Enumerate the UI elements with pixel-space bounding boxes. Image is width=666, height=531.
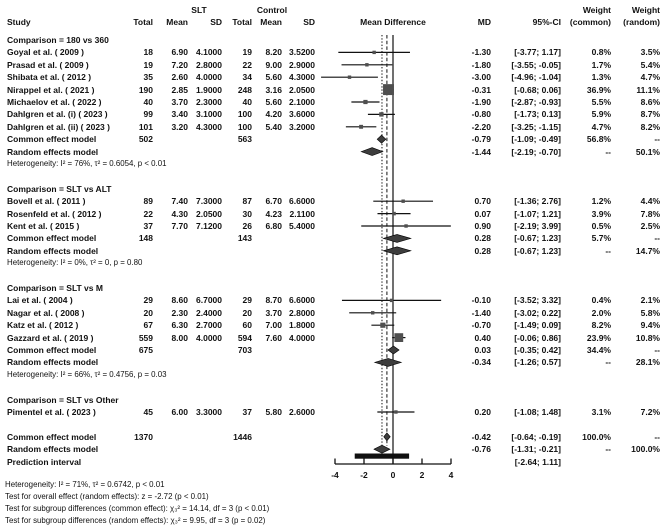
header-total-slt: Total [133, 17, 153, 27]
study-mean-slt: 8.60 [171, 295, 188, 306]
study-ci: [-0.06; 0.86] [514, 332, 561, 343]
subgroup-random-effects-model-label: Random effects model [7, 245, 99, 256]
study-mean-control: 3.16 [265, 84, 282, 95]
footnote: Heterogeneity: I² = 71%, τ² = 0.6742, p < 0.01 [5, 479, 165, 489]
study-sd-control: 2.8000 [289, 307, 315, 318]
study-total-control: 37 [242, 407, 252, 417]
study-sd-slt: 2.7000 [196, 320, 222, 331]
study-weight-random: 8.2% [640, 121, 660, 132]
study-mean-control: 5.80 [265, 407, 282, 417]
study-ci: [-3.52; 3.32] [514, 295, 561, 306]
study-sd-control: 2.1100 [289, 208, 315, 219]
study-mean-slt: 3.70 [171, 97, 188, 107]
study-total-slt: 45 [143, 407, 153, 417]
subgroup-common-effect-model-ci: [-0.35; 0.42] [514, 345, 561, 355]
study-sd-control: 3.6000 [289, 109, 315, 120]
subgroup-common-effect-model-weight-common: 5.7% [591, 233, 611, 244]
study-name: Kent et al. ( 2015 ) [7, 221, 80, 231]
axis-tick-label: -4 [331, 470, 339, 480]
study-weight-random: 3.5% [640, 47, 660, 58]
study-md: 0.70 [474, 196, 491, 207]
study-total-control: 19 [242, 47, 252, 58]
study-weight-random: 10.8% [635, 332, 660, 343]
study-name: Bovell et al. ( 2011 ) [7, 196, 86, 207]
study-ci: [-2.87; -0.93] [511, 97, 561, 107]
study-total-control: 20 [242, 307, 252, 318]
study-md: -0.10 [471, 295, 491, 306]
overall-common-effect-model-total-slt: 1370 [134, 431, 153, 442]
study-name: Pimentel et al. ( 2023 ) [7, 407, 96, 417]
study-weight-common: 36.9% [586, 84, 611, 95]
subgroup-common-effect-model-total-control: 563 [237, 134, 252, 145]
study-sd-control: 2.1000 [289, 97, 315, 107]
subgroup-random-effects-model-label: Random effects model [7, 146, 99, 157]
subgroup-random-effects-model-label: Random effects model [7, 357, 99, 368]
prediction-interval-label: Prediction interval [7, 456, 82, 467]
subgroup-common-effect-model-weight-random: -- [654, 233, 660, 244]
subgroup-random-effects-model-diamond [375, 358, 402, 366]
group-label: Comparison = SLT vs M [7, 283, 103, 293]
effect-square [348, 76, 351, 79]
study-sd-slt: 4.0000 [196, 332, 222, 343]
study-name: Katz et al. ( 2012 ) [7, 320, 79, 331]
study-md: -0.31 [471, 84, 491, 95]
subgroup-random-effects-model-diamond [361, 148, 383, 156]
study-total-control: 22 [242, 59, 252, 70]
study-weight-common: 23.9% [586, 332, 611, 343]
study-ci: [-0.68; 0.06] [514, 84, 561, 95]
overall-random-effects-model-ci: [-1.31; -0.21] [511, 444, 561, 455]
study-sd-slt: 7.3000 [196, 196, 222, 207]
study-mean-control: 4.23 [265, 208, 282, 219]
subgroup-common-effect-model-diamond [377, 135, 386, 143]
study-total-control: 30 [242, 208, 252, 219]
study-name: Gazzard et al. ( 2019 ) [7, 332, 94, 343]
study-mean-control: 3.70 [265, 307, 282, 318]
study-weight-random: 4.4% [640, 196, 660, 207]
header-weight-random-sub: (random) [623, 17, 660, 27]
subgroup-random-effects-model-ci: [-2.19; -0.70] [511, 146, 561, 157]
study-mean-slt: 6.30 [171, 320, 188, 331]
subgroup-random-effects-model-weight-random: 50.1% [635, 146, 660, 157]
subgroup-common-effect-model-diamond [388, 346, 399, 354]
study-weight-random: 8.7% [640, 109, 660, 120]
study-sd-control: 2.9000 [289, 59, 315, 70]
study-weight-random: 7.2% [640, 407, 660, 417]
study-total-slt: 35 [143, 72, 153, 83]
group-label: Comparison = 180 vs 360 [7, 35, 109, 45]
study-sd-control: 6.6000 [289, 196, 315, 207]
effect-square [383, 84, 394, 95]
effect-square [365, 63, 368, 66]
study-ci: [-1.49; 0.09] [514, 320, 561, 331]
study-name: Nirappel et al. ( 2021 ) [7, 84, 95, 95]
overall-common-effect-model-weight-common: 100.0% [582, 431, 611, 442]
study-weight-common: 1.7% [591, 59, 611, 70]
study-total-control: 40 [242, 97, 252, 107]
study-weight-common: 5.9% [591, 109, 611, 120]
study-md: 0.40 [474, 332, 491, 343]
study-name: Prasad et al. ( 2009 ) [7, 59, 89, 70]
study-md: -3.00 [471, 72, 491, 83]
subgroup-common-effect-model-ci: [-0.67; 1.23] [514, 233, 561, 244]
study-total-slt: 67 [143, 320, 153, 331]
study-weight-common: 1.2% [591, 196, 611, 207]
overall-random-effects-model-diamond [374, 445, 390, 453]
subgroup-common-effect-model-label: Common effect model [7, 134, 97, 145]
study-ci: [-3.77; 1.17] [514, 47, 561, 58]
study-mean-control: 7.00 [265, 320, 282, 331]
study-sd-slt: 2.0500 [196, 208, 222, 219]
study-total-slt: 22 [143, 208, 153, 219]
study-md: -1.40 [471, 307, 491, 318]
study-sd-slt: 6.7000 [196, 295, 222, 306]
header-weight-common-sub: (common) [569, 17, 611, 27]
study-weight-random: 2.5% [640, 221, 660, 231]
study-md: -0.80 [471, 109, 491, 120]
study-ci: [-1.07; 1.21] [514, 208, 561, 219]
study-weight-random: 2.1% [640, 295, 660, 306]
subgroup-common-effect-model-total-control: 703 [237, 345, 252, 355]
subgroup-random-effects-model-md: 0.28 [474, 245, 491, 256]
subgroup-common-effect-model-md: 0.03 [474, 345, 491, 355]
axis-tick-label: 2 [419, 470, 425, 480]
study-mean-slt: 3.20 [171, 121, 188, 132]
axis-tick-label: -2 [360, 470, 368, 480]
study-sd-control: 2.6000 [289, 407, 315, 417]
study-sd-control: 4.0000 [289, 332, 315, 343]
subgroup-common-effect-model-label: Common effect model [7, 345, 97, 355]
header-mean-control: Mean [260, 17, 282, 27]
effect-square [404, 224, 407, 227]
axis-tick-label: 0 [390, 470, 396, 480]
study-sd-control: 3.5200 [289, 47, 315, 58]
overall-common-effect-model-label: Common effect model [7, 431, 97, 442]
study-ci: [-1.36; 2.76] [514, 196, 561, 207]
study-mean-control: 4.20 [265, 109, 282, 120]
study-md: -1.30 [471, 47, 491, 58]
subgroup-common-effect-model-total-slt: 148 [138, 233, 153, 244]
subgroup-random-effects-model-weight-common: -- [605, 245, 611, 256]
effect-square [363, 100, 367, 104]
group-label: Comparison = SLT vs ALT [7, 183, 112, 194]
axis-tick-label: 4 [448, 470, 454, 480]
study-total-control: 34 [242, 72, 252, 83]
study-total-slt: 29 [143, 295, 153, 306]
study-mean-slt: 2.85 [171, 84, 188, 95]
subgroup-random-effects-model-ci: [-1.26; 0.57] [514, 357, 561, 368]
study-weight-random: 9.4% [640, 320, 660, 331]
study-mean-slt: 6.00 [171, 407, 188, 417]
overall-common-effect-model-total-control: 1446 [233, 431, 252, 442]
study-sd-slt: 2.3000 [196, 97, 222, 107]
study-total-control: 100 [237, 109, 252, 120]
overall-random-effects-model-weight-common: -- [605, 444, 611, 455]
study-mean-slt: 2.60 [171, 72, 188, 83]
study-sd-control: 1.8000 [289, 320, 315, 331]
study-name: Lai et al. ( 2004 ) [7, 295, 73, 306]
prediction-interval-ci: [-2.64; 1.11] [514, 456, 561, 467]
study-mean-slt: 2.30 [171, 307, 188, 318]
footnote: Test for overall effect (random effects): z = -2.72 (p < 0.01) [5, 491, 209, 501]
study-total-control: 594 [237, 332, 252, 343]
study-sd-slt: 2.8000 [196, 59, 222, 70]
study-md: -1.90 [471, 97, 491, 107]
study-name: Goyal et al. ( 2009 ) [7, 47, 85, 58]
study-weight-common: 0.8% [591, 47, 611, 58]
subgroup-random-effects-model-weight-random: 14.7% [635, 245, 660, 256]
study-weight-common: 0.4% [591, 295, 611, 306]
study-total-control: 87 [242, 196, 252, 207]
study-ci: [-1.08; 1.48] [514, 407, 561, 417]
study-sd-slt: 4.0000 [196, 72, 222, 83]
study-total-control: 248 [237, 84, 252, 95]
subgroup-random-effects-model-md: -0.34 [471, 357, 491, 368]
subgroup-common-effect-model-md: -0.79 [471, 134, 491, 145]
header-slt-group: SLT [191, 5, 207, 15]
study-weight-common: 2.0% [591, 307, 611, 318]
study-md: -0.70 [471, 320, 491, 331]
study-md: -1.80 [471, 59, 491, 70]
study-md: -2.20 [471, 121, 491, 132]
effect-square [394, 333, 403, 342]
effect-square [380, 323, 385, 328]
study-name: Michaelov et al. ( 2022 ) [7, 97, 102, 107]
study-weight-common: 1.3% [591, 72, 611, 83]
study-weight-common: 3.9% [591, 208, 611, 219]
header-study: Study [7, 17, 31, 27]
effect-square [359, 125, 363, 129]
effect-square [379, 112, 383, 116]
effect-square [401, 200, 404, 203]
study-total-control: 60 [242, 320, 252, 331]
subgroup-common-effect-model-weight-random: -- [654, 345, 660, 355]
study-name: Dahlgren et al. (i) ( 2023 ) [7, 109, 108, 120]
header-mean-difference: Mean Difference [360, 17, 426, 27]
study-mean-slt: 7.70 [171, 221, 188, 231]
study-weight-random: 11.1% [636, 84, 660, 95]
subgroup-random-effects-model-weight-common: -- [605, 357, 611, 368]
study-mean-control: 8.70 [265, 295, 282, 306]
study-name: Shibata et al. ( 2012 ) [7, 72, 92, 83]
effect-square [392, 212, 396, 216]
study-sd-slt: 3.3000 [196, 407, 222, 417]
study-mean-control: 5.60 [265, 97, 282, 107]
header-md: MD [477, 17, 491, 27]
overall-random-effects-model-label: Random effects model [7, 444, 99, 455]
heterogeneity-note: Heterogeneity: I² = 66%, τ² = 0.4756, p = 0.03 [7, 369, 167, 379]
header-total-control: Total [232, 17, 252, 27]
subgroup-random-effects-model-weight-common: -- [605, 146, 611, 157]
header-weight-common: Weight [582, 5, 611, 15]
study-sd-slt: 7.1200 [196, 221, 222, 231]
study-total-slt: 40 [143, 97, 153, 107]
study-mean-slt: 4.30 [171, 208, 188, 219]
footnote: Test for subgroup differences (random effects): χ₃² = 9.95, df = 3 (p = 0.02) [5, 516, 266, 526]
study-weight-random: 5.8% [640, 307, 660, 318]
subgroup-random-effects-model-md: -1.44 [471, 146, 491, 157]
study-ci: [-2.19; 3.99] [514, 221, 561, 231]
study-total-control: 29 [242, 295, 252, 306]
overall-common-effect-model-md: -0.42 [471, 431, 491, 442]
study-ci: [-1.73; 0.13] [514, 109, 561, 120]
study-total-slt: 99 [143, 109, 153, 120]
study-mean-control: 7.60 [265, 332, 282, 343]
overall-random-effects-model-md: -0.76 [471, 444, 491, 455]
effect-square [372, 51, 375, 54]
subgroup-common-effect-model-label: Common effect model [7, 233, 97, 244]
study-name: Rosenfeld et al. ( 2012 ) [7, 208, 102, 219]
subgroup-common-effect-model-diamond [383, 234, 411, 242]
study-md: 0.20 [474, 407, 491, 417]
study-mean-slt: 3.40 [171, 109, 188, 120]
subgroup-common-effect-model-total-control: 143 [237, 233, 252, 244]
study-total-slt: 37 [143, 221, 153, 231]
study-weight-random: 4.7% [640, 72, 660, 83]
study-name: Dahlgren et al. (ii) ( 2023 ) [7, 121, 110, 132]
study-sd-control: 5.4000 [289, 221, 315, 231]
study-sd-slt: 4.3000 [196, 121, 222, 132]
study-total-slt: 101 [138, 121, 153, 132]
subgroup-random-effects-model-diamond [383, 247, 411, 255]
study-mean-control: 5.40 [265, 121, 282, 132]
study-sd-control: 6.6000 [289, 295, 315, 306]
header-sd-slt: SD [210, 17, 222, 27]
study-sd-slt: 4.1000 [196, 47, 222, 58]
study-weight-common: 3.1% [591, 407, 611, 417]
overall-common-effect-model-ci: [-0.64; -0.19] [511, 431, 561, 442]
study-name: Nagar et al. ( 2008 ) [7, 307, 85, 318]
study-mean-control: 8.20 [265, 47, 282, 58]
study-total-control: 26 [242, 221, 252, 231]
overall-random-effects-model-weight-random: 100.0% [631, 444, 660, 455]
study-total-slt: 18 [143, 47, 153, 58]
subgroup-common-effect-model-total-slt: 502 [138, 134, 153, 145]
study-weight-random: 8.6% [640, 97, 660, 107]
subgroup-random-effects-model-weight-random: 28.1% [635, 357, 660, 368]
study-total-control: 100 [237, 121, 252, 132]
study-sd-control: 4.3000 [289, 72, 315, 83]
study-weight-random: 5.4% [640, 59, 660, 70]
study-mean-slt: 8.00 [171, 332, 188, 343]
study-weight-common: 4.7% [591, 121, 611, 132]
study-ci: [-3.55; -0.05] [511, 59, 561, 70]
effect-square [371, 311, 374, 314]
study-md: 0.90 [474, 221, 491, 231]
study-ci: [-4.96; -1.04] [511, 72, 561, 83]
study-total-slt: 190 [138, 84, 153, 95]
study-total-slt: 559 [138, 332, 153, 343]
study-total-slt: 19 [143, 59, 153, 70]
study-sd-slt: 3.1000 [196, 109, 222, 120]
heterogeneity-note: Heterogeneity: I² = 0%, τ² = 0, p = 0.80 [7, 258, 143, 268]
study-mean-slt: 7.40 [171, 196, 188, 207]
effect-square [390, 299, 393, 302]
study-mean-slt: 6.90 [171, 47, 188, 58]
study-weight-common: 8.2% [591, 320, 611, 331]
study-weight-common: 0.5% [591, 221, 611, 231]
study-total-slt: 20 [143, 307, 153, 318]
study-sd-slt: 2.4000 [196, 307, 222, 318]
study-ci: [-3.02; 0.22] [514, 307, 561, 318]
study-md: 0.07 [474, 208, 491, 219]
overall-common-effect-model-diamond [384, 433, 391, 441]
study-mean-control: 6.80 [265, 221, 282, 231]
effect-square [394, 410, 397, 413]
overall-common-effect-model-weight-random: -- [654, 431, 660, 442]
subgroup-common-effect-model-ci: [-1.09; -0.49] [511, 134, 561, 145]
subgroup-random-effects-model-ci: [-0.67; 1.23] [514, 245, 561, 256]
subgroup-common-effect-model-weight-common: 34.4% [586, 345, 611, 355]
footnote: Test for subgroup differences (common effect): χ₃² = 14.14, df = 3 (p < 0.01) [5, 504, 270, 514]
study-sd-slt: 1.9000 [196, 84, 222, 95]
study-weight-common: 5.5% [591, 97, 611, 107]
group-label: Comparison = SLT vs Other [7, 394, 119, 405]
study-mean-control: 5.60 [265, 72, 282, 83]
header-control-group: Control [256, 5, 288, 15]
subgroup-common-effect-model-md: 0.28 [474, 233, 491, 244]
subgroup-common-effect-model-total-slt: 675 [138, 345, 153, 355]
study-total-slt: 89 [143, 196, 153, 207]
subgroup-common-effect-model-weight-common: 56.8% [586, 134, 611, 145]
header-ci: 95%-CI [532, 17, 561, 27]
subgroup-common-effect-model-weight-random: -- [654, 134, 660, 145]
header-mean-slt: Mean [166, 17, 188, 27]
study-mean-slt: 7.20 [171, 59, 188, 70]
prediction-interval-bar [355, 454, 409, 459]
heterogeneity-note: Heterogeneity: I² = 76%, τ² = 0.6054, p < 0.01 [7, 159, 167, 168]
study-mean-control: 9.00 [265, 59, 282, 70]
study-mean-control: 6.70 [265, 196, 282, 207]
header-weight-random: Weight [631, 5, 660, 15]
study-ci: [-3.25; -1.15] [511, 121, 561, 132]
study-weight-random: 7.8% [640, 208, 660, 219]
study-sd-control: 3.2000 [289, 121, 315, 132]
study-sd-control: 2.0500 [289, 84, 315, 95]
header-sd-control: SD [303, 17, 315, 27]
